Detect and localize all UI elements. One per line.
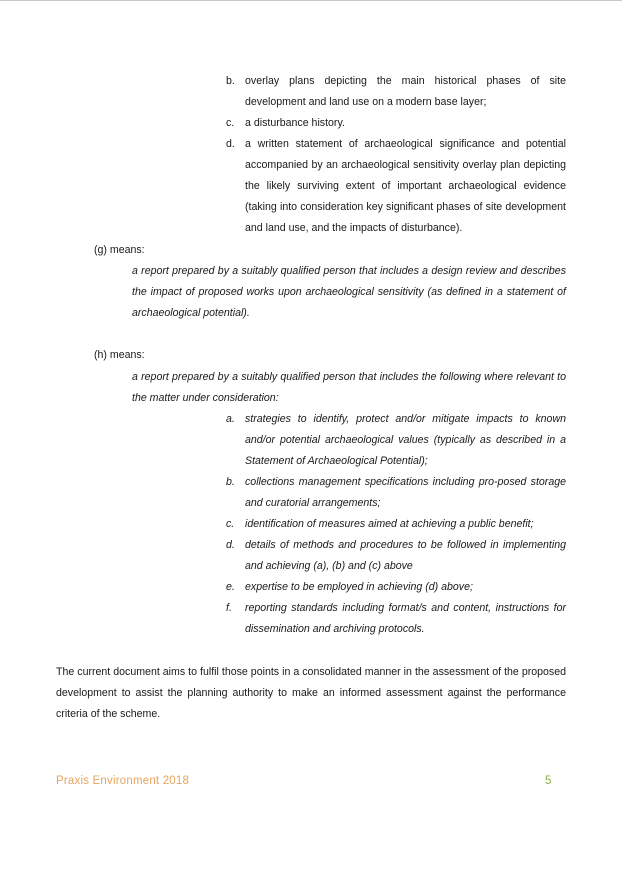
definition-h-list [226, 409, 566, 640]
list-item-c [226, 113, 566, 134]
list-item-text: a written statement of archaeological significance and potential accompanied by an archaeological sensitivity overlay plan depicting the likely surviving extent of important archaeological evidence (taking into consideration key significant phases of site development and land use, and the impacts of disturbance). [245, 138, 566, 234]
list-item-d [226, 134, 566, 239]
list-item-text: details of methods and procedures to be followed in implementing and achieving (a), (b) and (c) above [245, 539, 566, 572]
list-item-text: expertise to be employed in achieving (d) above; [245, 581, 473, 593]
list-marker: d. [226, 539, 235, 551]
list-item-b [226, 472, 566, 514]
definition-g-text: a report prepared by a suitably qualified person that includes a design review and describes the impact of proposed works upon archaeological sensitivity (as defined in a statement of archaeological potential). [132, 265, 566, 319]
list-marker: c. [226, 117, 235, 129]
list-marker: c. [226, 518, 235, 530]
list-item-text: reporting standards including format/s and content, instructions for dissemination and archiving protocols. [245, 602, 566, 635]
list-item-text: identification of measures aimed at achieving a public benefit; [245, 518, 534, 530]
list-item-e [226, 577, 566, 598]
list-marker: b. [226, 75, 235, 87]
list-marker: a. [226, 413, 235, 425]
definition-h-text: a report prepared by a suitably qualified person that includes the following where relevant to the matter under consideration: [132, 371, 566, 404]
list-marker: e. [226, 581, 235, 593]
list-item-d [226, 535, 566, 577]
list-item-text: a disturbance history. [245, 117, 345, 129]
list-marker: f. [226, 602, 232, 614]
list-item-text: overlay plans depicting the main historical phases of site development and land use on a modern base layer; [245, 75, 566, 108]
list-item-text: collections management specifications including pro-posed storage and curatorial arrangements; [245, 476, 566, 509]
footer-organisation: Praxis Environment 2018 [56, 775, 190, 787]
definition-h-label: (h) means: [94, 349, 145, 361]
definition-g-label: (g) means: [94, 244, 145, 256]
list-item-c [226, 514, 566, 535]
closing-paragraph: The current document aims to fulfil those points in a consolidated manner in the assessment of the proposed development to assist the planning authority to make an informed assessment against the performance criteria of the scheme. [56, 666, 566, 720]
footer-page-number: 5 [545, 775, 552, 787]
list-item-text: strategies to identify, protect and/or mitigate impacts to known and/or potential archaeological values (typically as described in a Statement of Archaeological Potential); [245, 413, 566, 467]
list-marker: b. [226, 476, 235, 488]
requirements-list-b-d [226, 71, 566, 239]
list-item-a [226, 409, 566, 472]
list-marker: d. [226, 138, 235, 150]
list-item-f [226, 598, 566, 640]
list-item-b [226, 71, 566, 113]
